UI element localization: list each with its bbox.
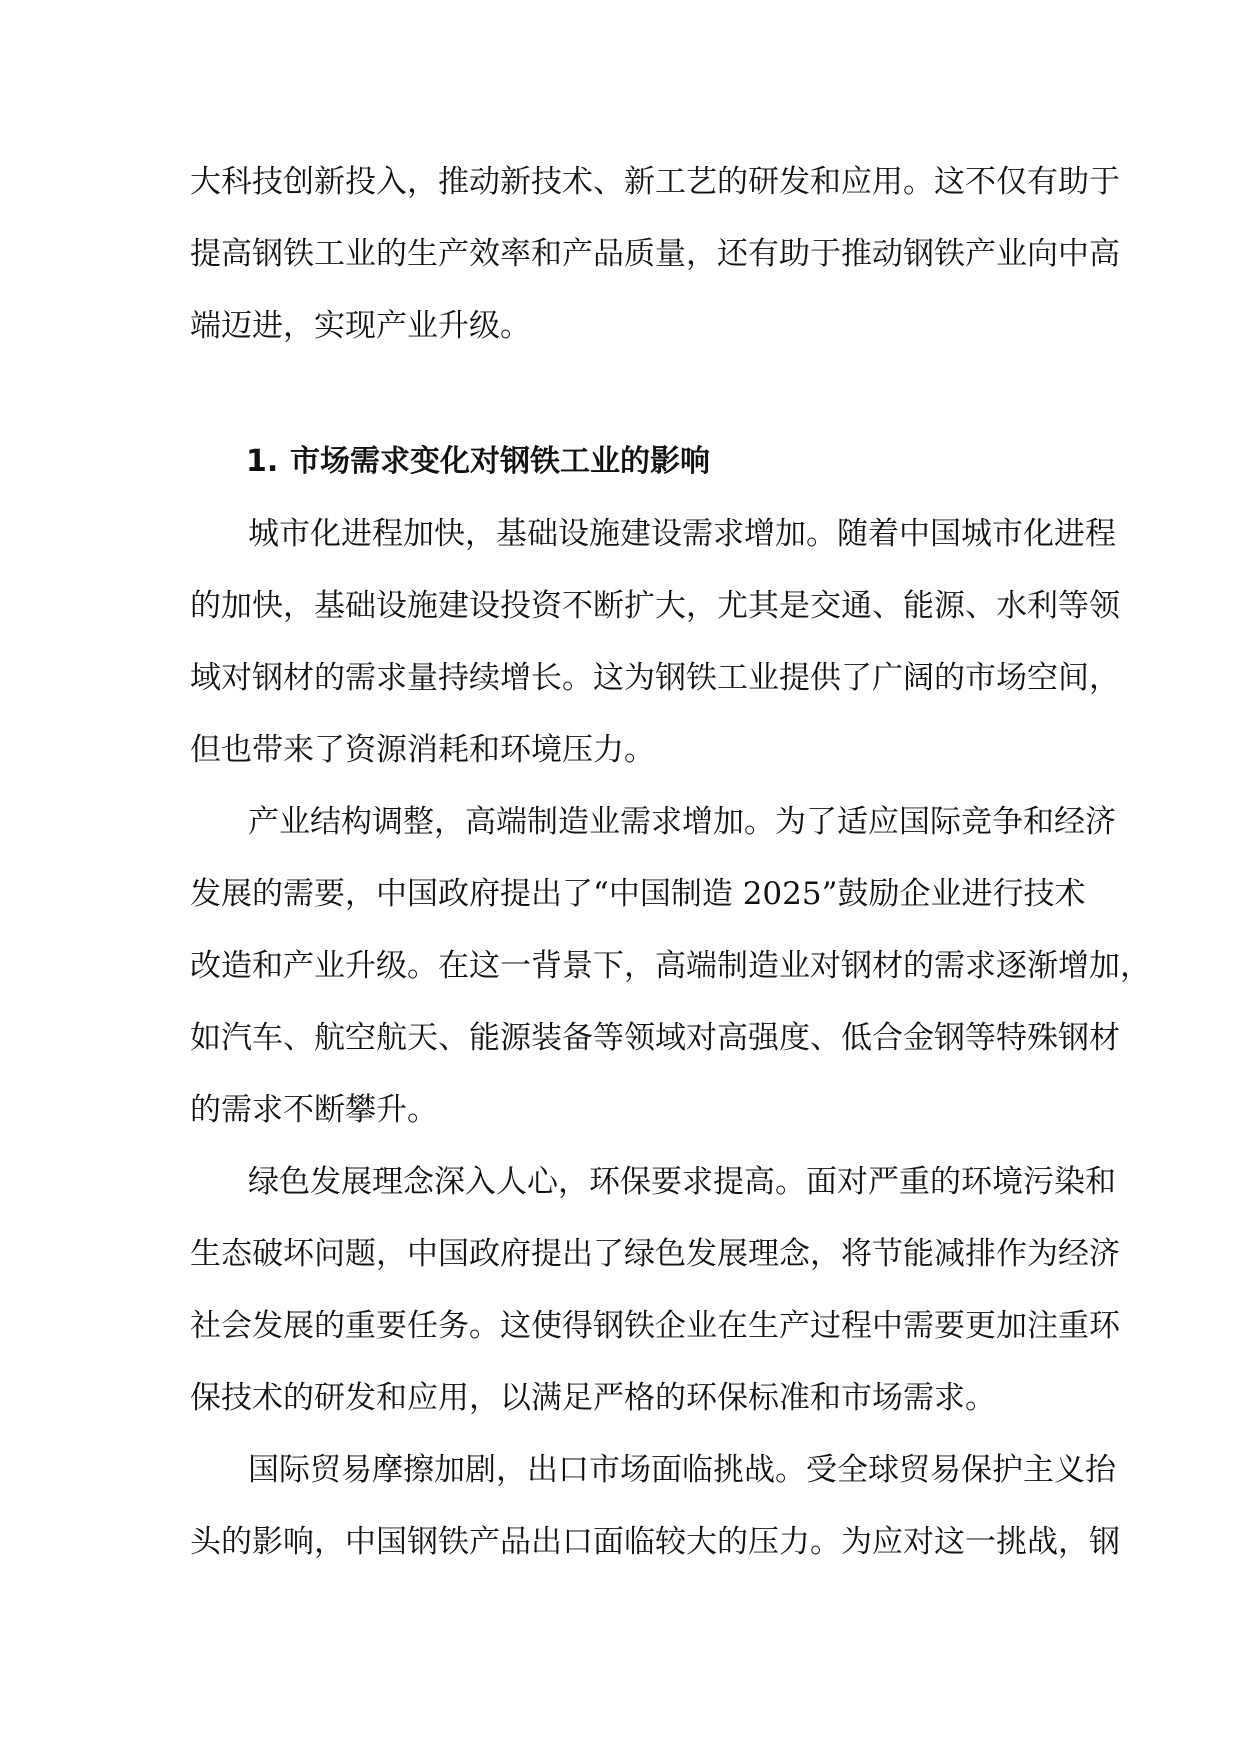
paragraph-line: 改造和产业升级。在这一背景下，高端制造业对钢材的需求逐渐增加， xyxy=(190,948,1151,984)
paragraph-line: 生态破坏问题，中国政府提出了绿色发展理念，将节能减排作为经济 xyxy=(190,1236,1120,1272)
intro-paragraph xyxy=(190,146,1120,362)
paragraph-line: 大科技创新投入，推动新技术、新工艺的研发和应用。这不仅有助于 xyxy=(190,164,1120,200)
paragraph-line: 提高钢铁工业的生产效率和产品质量，还有助于推动钢铁产业向中高 xyxy=(190,236,1120,272)
paragraph-line: 绿色发展理念深入人心，环保要求提高。面对严重的环境污染和 xyxy=(248,1164,1116,1200)
paragraph-line: 域对钢材的需求量持续增长。这为钢铁工业提供了广阔的市场空间， xyxy=(190,660,1120,696)
paragraph-urbanization xyxy=(190,498,1120,786)
paragraph-line: 如汽车、航空航天、能源装备等领域对高强度、低合金钢等特殊钢材 xyxy=(190,1020,1120,1056)
paragraph-line: 端迈进，实现产业升级。 xyxy=(190,308,531,344)
paragraph-line: 的需求不断攀升。 xyxy=(190,1092,438,1128)
paragraph-line: 但也带来了资源消耗和环境压力。 xyxy=(190,732,655,768)
paragraph-line: 保技术的研发和应用，以满足严格的环保标准和市场需求。 xyxy=(190,1380,996,1416)
paragraph-line: 城市化进程加快，基础设施建设需求增加。随着中国城市化进程 xyxy=(248,516,1116,552)
paragraph-green-development xyxy=(190,1146,1120,1434)
paragraph-line: 国际贸易摩擦加剧，出口市场面临挑战。受全球贸易保护主义抬 xyxy=(248,1452,1116,1488)
document-body xyxy=(190,146,1151,1578)
section-number: 1. xyxy=(246,444,279,479)
section-heading xyxy=(190,426,1050,498)
paragraph-line: 头的影响，中国钢铁产品出口面临较大的压力。为应对这一挑战，钢 xyxy=(190,1524,1120,1560)
paragraph-line: 社会发展的重要任务。这使得钢铁企业在生产过程中需要更加注重环 xyxy=(190,1308,1120,1344)
paragraph-line: 产业结构调整，高端制造业需求增加。为了适应国际竞争和经济 xyxy=(248,804,1116,840)
section-title: 市场需求变化对钢铁工业的影响 xyxy=(290,444,710,479)
paragraph-line: 发展的需要，中国政府提出了“中国制造 2025”鼓励企业进行技术 xyxy=(190,876,1086,912)
paragraph-line: 的加快，基础设施建设投资不断扩大，尤其是交通、能源、水利等领 xyxy=(190,588,1120,624)
paragraph-industrial-structure xyxy=(190,786,1151,1146)
paragraph-trade-friction xyxy=(190,1434,1120,1578)
